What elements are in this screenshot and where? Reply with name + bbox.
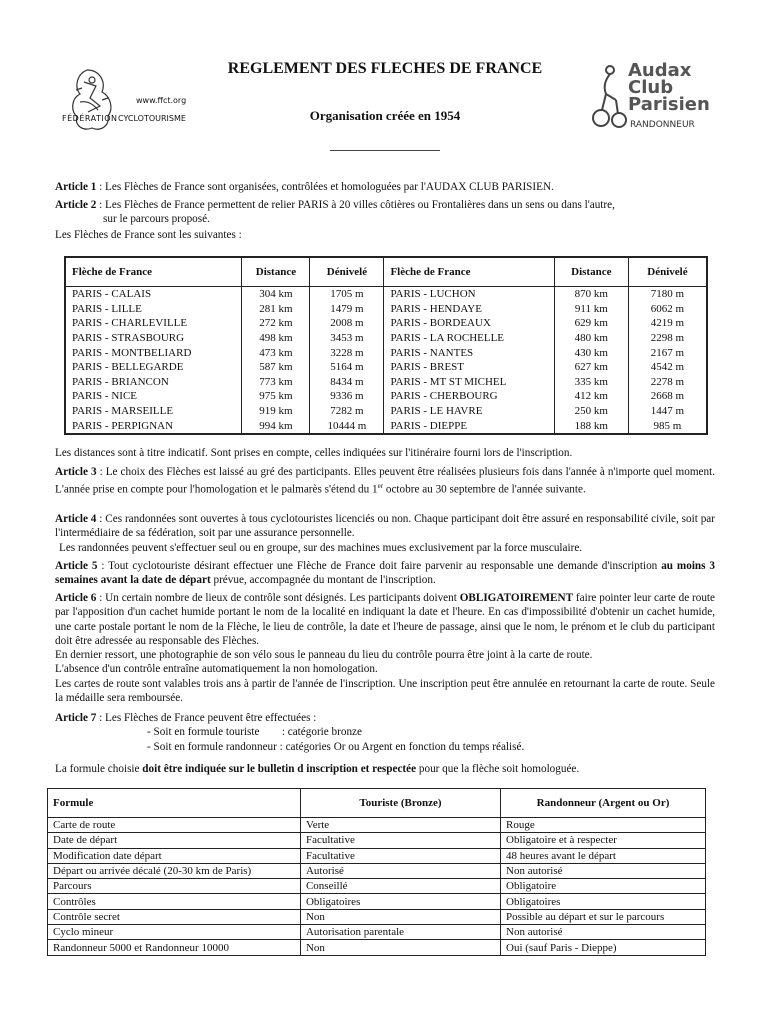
- table-row: [65, 404, 707, 419]
- table-cell: PARIS - MONTBELIARD: [65, 345, 242, 360]
- article-7: Article 7 : Les Flèches de France peuvent être effectuées : - Soit en formule touriste : catégorie bronze - Soit en formule randonneur : catégories Or ou Argent en fonction du temps réalisé.: [55, 711, 715, 754]
- table-cell: PARIS - PERPIGNAN: [65, 418, 242, 434]
- logo-line-randonneur: RANDONNEUR: [630, 120, 695, 130]
- table-cell: 587 km: [242, 360, 310, 375]
- article-7-option-randonneur: - Soit en formule randonneur : catégories Or ou Argent en fonction du temps réalisé.: [147, 740, 525, 753]
- table-cell: Non autorisé: [501, 863, 706, 878]
- table-cell: 473 km: [242, 345, 310, 360]
- table-cell: PARIS - LUCHON: [384, 287, 554, 302]
- article-4-line2: Les randonnées peuvent s'effectuer seul ou en groupe, sur des machines mues exclusivement par la force musculaire.: [59, 541, 583, 554]
- ffct-name-b: CYCLOTOURISME: [118, 114, 186, 123]
- table-cell: 773 km: [242, 375, 310, 390]
- table-cell: 3228 m: [310, 345, 384, 360]
- table-cell: Contrôle secret: [48, 909, 301, 924]
- table-row: [65, 316, 707, 331]
- table-cell: 994 km: [242, 418, 310, 434]
- ffct-site: www.ffct.org: [136, 96, 187, 105]
- table-cell: 5164 m: [310, 360, 384, 375]
- col-header: Flèche de France: [65, 257, 242, 287]
- table-cell: 2668 m: [628, 389, 707, 404]
- table-cell: Non: [300, 940, 500, 955]
- table-cell: Date de départ: [48, 833, 301, 848]
- table-cell: 629 km: [554, 316, 628, 331]
- table-cell: 335 km: [554, 375, 628, 390]
- table-cell: Verte: [300, 818, 500, 833]
- table-cell: Non autorisé: [501, 925, 706, 940]
- table-row: [48, 863, 706, 878]
- table-cell: 7282 m: [310, 404, 384, 419]
- table-row: [65, 389, 707, 404]
- table-row: [48, 818, 706, 833]
- article-2: Article 2 : Les Flèches de France permettent de relier PARIS à 20 villes côtières ou Frontalières dans un sens ou dans l'autre, sur le parcours proposé.: [55, 198, 715, 227]
- table-cell: 8434 m: [310, 375, 384, 390]
- table-cell: 4219 m: [628, 316, 707, 331]
- table-cell: PARIS - DIEPPE: [384, 418, 554, 434]
- col-header: Dénivelé: [310, 257, 384, 287]
- audax-club-parisien-logo: [592, 62, 722, 142]
- table-cell: 2008 m: [310, 316, 384, 331]
- table-cell: Contrôles: [48, 894, 301, 909]
- table-cell: 304 km: [242, 287, 310, 302]
- table-cell: 412 km: [554, 389, 628, 404]
- table-cell: 2278 m: [628, 375, 707, 390]
- title-rule: [330, 150, 440, 151]
- table-row: [65, 331, 707, 346]
- article-5: Article 5 : Tout cyclotouriste désirant effectuer une Flèche de France doit faire parvenir au responsable une demande d'inscription au moins 3 semaines avant la date de départ prévue, accompagnée du montant de l'inscription.: [55, 560, 716, 587]
- table-cell: 498 km: [242, 331, 310, 346]
- table-row: [65, 375, 707, 390]
- table-cell: PARIS - BELLEGARDE: [65, 360, 242, 375]
- table-row: [48, 894, 706, 909]
- table-cell: Obligatoire et à respecter: [501, 833, 706, 848]
- table-cell: Non: [300, 909, 500, 924]
- table-cell: PARIS - CHERBOURG: [384, 389, 554, 404]
- table-cell: 10444 m: [310, 418, 384, 434]
- logo-line-parisien: Parisien: [628, 94, 710, 115]
- table-row: [48, 940, 706, 955]
- table-cell: 480 km: [554, 331, 628, 346]
- table-cell: PARIS - MT ST MICHEL: [384, 375, 554, 390]
- table-cell: 272 km: [242, 316, 310, 331]
- article-4: Article 4 : Ces randonnées sont ouvertes à tous cyclotouristes licenciés ou non. Chaque participant doit être assuré en responsabilité civile, soit par l'intermédiaire de sa fédération, soit par une assurance personnelle. Les randonnées peuvent s'effectuer seul ou en groupe, sur des machines mues exclusivement par la force musculaire.: [55, 513, 716, 554]
- table-row: [48, 848, 706, 863]
- logo-line-club: Club: [628, 77, 674, 98]
- table-cell: Rouge: [501, 818, 706, 833]
- table-cell: PARIS - BORDEAUX: [384, 316, 554, 331]
- col-header: Formule: [48, 789, 301, 818]
- table-cell: Parcours: [48, 879, 301, 894]
- table-row: [48, 833, 706, 848]
- table-row: [65, 302, 707, 317]
- table-cell: Facultative: [300, 848, 500, 863]
- col-header: Dénivelé: [628, 257, 707, 287]
- table-cell: Obligatoires: [501, 894, 706, 909]
- table-cell: 985 m: [628, 418, 707, 434]
- table-row: [48, 925, 706, 940]
- table-cell: 7180 m: [628, 287, 707, 302]
- table-cell: 48 heures avant le départ: [501, 848, 706, 863]
- table-cell: 3453 m: [310, 331, 384, 346]
- table-cell: 870 km: [554, 287, 628, 302]
- article-6-line4: Les cartes de route sont valables trois ans à partir de l'année de l'inscription. Une inscription peut être annulée en retournant la carte de route. Seule la médaille sera remboursée.: [55, 677, 715, 705]
- table-cell: PARIS - CHARLEVILLE: [65, 316, 242, 331]
- table-cell: 1705 m: [310, 287, 384, 302]
- col-header: Distance: [554, 257, 628, 287]
- table-cell: Facultative: [300, 833, 500, 848]
- col-header: Touriste (Bronze): [300, 789, 500, 818]
- table-cell: 9336 m: [310, 389, 384, 404]
- table-row: [65, 345, 707, 360]
- table-cell: PARIS - NICE: [65, 389, 242, 404]
- table-cell: Oui (sauf Paris - Dieppe): [501, 940, 706, 955]
- col-header: Randonneur (Argent ou Or): [501, 789, 706, 818]
- fleches-table: [64, 256, 708, 435]
- article-2-continuation: sur le parcours proposé.: [103, 213, 210, 226]
- table-cell: 627 km: [554, 360, 628, 375]
- table-row: [65, 287, 707, 302]
- table-cell: 1479 m: [310, 302, 384, 317]
- list-intro: Les Flèches de France sont les suivantes :: [55, 229, 242, 241]
- table-cell: PARIS - BREST: [384, 360, 554, 375]
- formule-note: La formule choisie doit être indiquée sur le bulletin d inscription et respectée pour que la flèche soit homologuée.: [55, 763, 580, 775]
- table-cell: Autorisation parentale: [300, 925, 500, 940]
- logo-line-audax: Audax: [628, 60, 692, 81]
- table-row: [48, 879, 706, 894]
- table-cell: 4542 m: [628, 360, 707, 375]
- table-cell: Possible au départ et sur le parcours: [501, 909, 706, 924]
- table-cell: 188 km: [554, 418, 628, 434]
- table-cell: PARIS - BRIANCON: [65, 375, 242, 390]
- table-cell: PARIS - LA ROCHELLE: [384, 331, 554, 346]
- document-title: REGLEMENT DES FLECHES DE FRANCE: [227, 60, 543, 77]
- table-cell: Cyclo mineur: [48, 925, 301, 940]
- document-subtitle: Organisation créée en 1954: [309, 108, 461, 123]
- table-cell: 250 km: [554, 404, 628, 419]
- table-cell: PARIS - LE HAVRE: [384, 404, 554, 419]
- ffct-name-a: FÉDÉRATION: [62, 114, 118, 123]
- article-6-line2: En dernier ressort, une photographie de son vélo sous le panneau du lieu du contrôle pourra être joint à la carte de route.: [55, 649, 593, 662]
- cyclist-icon: [592, 62, 628, 134]
- article-6-line3: L'absence d'un contrôle entraîne automatiquement la non homologation.: [55, 663, 378, 676]
- table-cell: 911 km: [554, 302, 628, 317]
- article-7-option-touriste: - Soit en formule touriste : catégorie bronze: [147, 726, 362, 739]
- table-cell: PARIS - STRASBOURG: [65, 331, 242, 346]
- table-row: [65, 418, 707, 434]
- table-cell: 6062 m: [628, 302, 707, 317]
- table-cell: Autorisé: [300, 863, 500, 878]
- table-cell: Obligatoire: [501, 879, 706, 894]
- table-cell: 975 km: [242, 389, 310, 404]
- table-cell: 281 km: [242, 302, 310, 317]
- table-cell: Carte de route: [48, 818, 301, 833]
- col-header: Flèche de France: [384, 257, 554, 287]
- table-cell: Conseillé: [300, 879, 500, 894]
- table-cell: 430 km: [554, 345, 628, 360]
- article-1: Article 1 : Les Flèches de France sont organisées, contrôlées et homologuées par l'AUDAX CLUB PARISIEN.: [55, 181, 554, 193]
- table-cell: PARIS - LILLE: [65, 302, 242, 317]
- formule-table: [47, 788, 706, 956]
- col-header: Distance: [242, 257, 310, 287]
- table-cell: PARIS - NANTES: [384, 345, 554, 360]
- table-cell: Randonneur 5000 et Randonneur 10000: [48, 940, 301, 955]
- table-cell: Obligatoires: [300, 894, 500, 909]
- table-row: [48, 909, 706, 924]
- table-cell: 2298 m: [628, 331, 707, 346]
- table-cell: Modification date départ: [48, 848, 301, 863]
- article-6: Article 6 : Un certain nombre de lieux de contrôle sont désignés. Les participants doivent OBLIGATOIREMENT faire pointer leur carte de route par l'apposition d'un cachet humide portant le nom de la localité en indiquant la date et l'heure. En cas d'impossibilité d'obtenir un cachet humide, une carte postale portant le nom de la Flèche, le lieu de contrôle, la date et l'heure de passage, ainsi que le nom, le prénom et le club du participant doit être adressée au responsable des Flèches. En dernier ressort, une photographie de son vélo sous le panneau du lieu du contrôle pourra être joint à la carte de route. L'absence d'un contrôle entraîne automatiquement la non homologation. Les cartes de route sont valables trois ans à partir de l'année de l'inscription. Une inscription peut être annulée en retournant la carte de route. Seule la médaille sera remboursée.: [55, 592, 715, 705]
- table-cell: PARIS - HENDAYE: [384, 302, 554, 317]
- table-row: [65, 360, 707, 375]
- table-cell: PARIS - CALAIS: [65, 287, 242, 302]
- table-cell: Départ ou arrivée décalé (20-30 km de Paris): [48, 863, 301, 878]
- table-cell: 919 km: [242, 404, 310, 419]
- distances-note: Les distances sont à titre indicatif. Sont prises en compte, celles indiquées sur l'itinéraire fourni lors de l'inscription.: [55, 447, 573, 459]
- table-cell: 2167 m: [628, 345, 707, 360]
- table-cell: 1447 m: [628, 404, 707, 419]
- article-3: Article 3 : Le choix des Flèches est laissé au gré des participants. Elles peuvent être réalisées plusieurs fois dans l'année à n'importe quel moment. L'année prise en compte pour l'homologation et le palmarès s'étend du 1er octobre au 30 septembre de l'année suivante.: [55, 466, 715, 497]
- table-cell: PARIS - MARSEILLE: [65, 404, 242, 419]
